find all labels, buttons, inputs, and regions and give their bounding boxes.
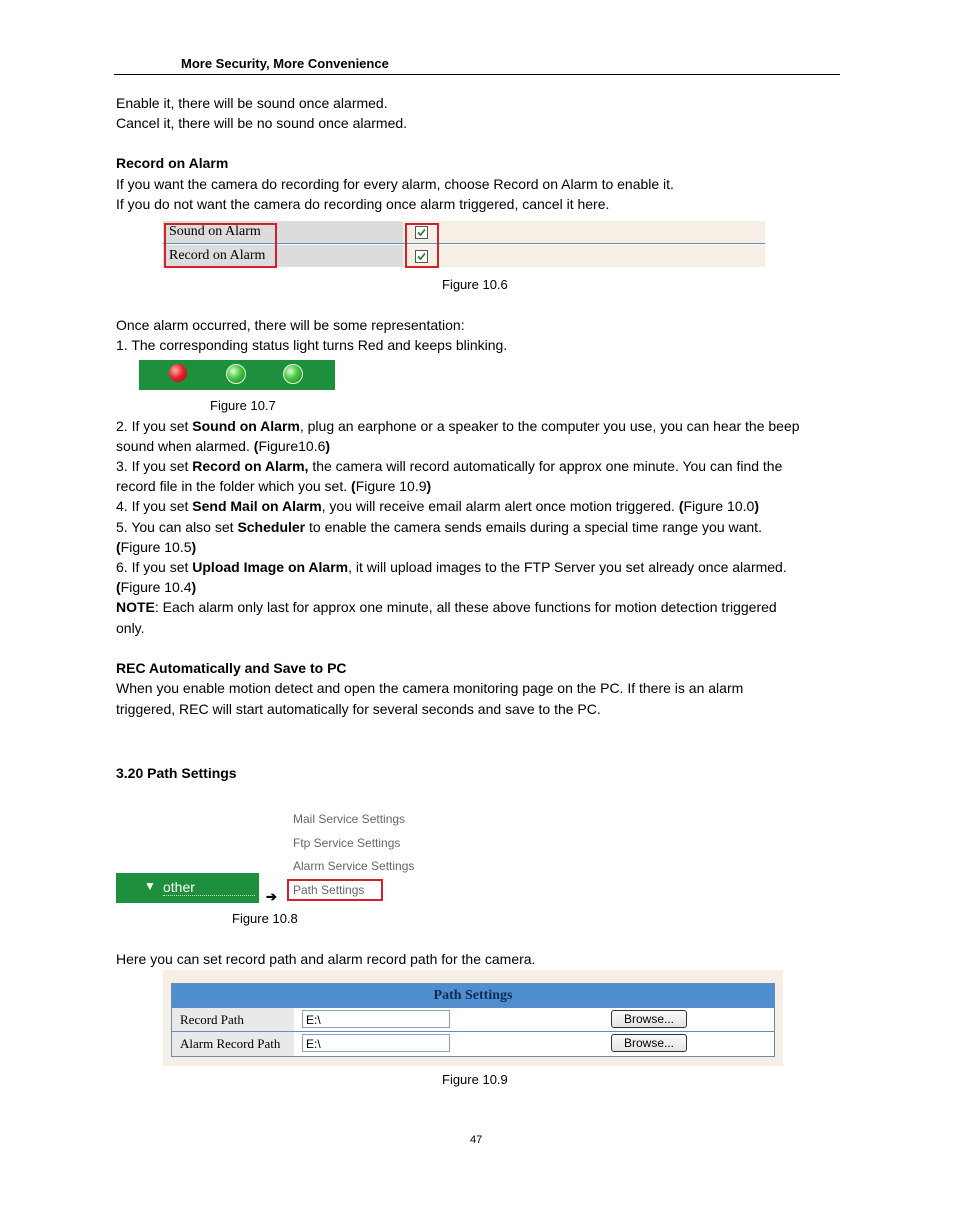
item-6-cont: (Figure 10.4) xyxy=(116,579,197,595)
alarm-record-path-input[interactable]: E:\ xyxy=(302,1034,450,1052)
triangle-down-icon: ▼ xyxy=(144,879,156,893)
record-on-alarm-label: Record on Alarm xyxy=(169,248,266,263)
note-cont: only. xyxy=(116,620,145,636)
other-label: other xyxy=(163,879,255,896)
figure-10-9 xyxy=(163,970,783,1066)
green-status-light-icon xyxy=(226,364,246,384)
figure-10-7-caption: Figure 10.7 xyxy=(210,398,276,413)
record-on-alarm-line-1: If you want the camera do recording for every alarm, choose Record on Alarm to enable it. xyxy=(116,176,674,192)
figure-10-9-caption: Figure 10.9 xyxy=(442,1072,508,1087)
arrow-right-icon: ➔ xyxy=(266,889,277,904)
rec-auto-line-2: triggered, REC will start automatically for several seconds and save to the PC. xyxy=(116,701,601,717)
item-5: 5. You can also set Scheduler to enable the camera sends emails during a special time range you want. xyxy=(116,519,762,535)
item-2-cont: sound when alarmed. (Figure10.6) xyxy=(116,438,331,454)
figure-10-6 xyxy=(163,221,765,267)
section-heading: 3.20 Path Settings xyxy=(116,765,237,781)
item-3-cont: record file in the folder which you set. (Figure 10.9) xyxy=(116,478,432,494)
record-on-alarm-line-2: If you do not want the camera do recording once alarm triggered, cancel it here. xyxy=(116,196,610,212)
path-settings-title: Path Settings xyxy=(433,988,513,1003)
representation-line-1: Once alarm occurred, there will be some representation: xyxy=(116,317,465,333)
red-status-light-icon xyxy=(169,364,187,382)
record-path-input[interactable]: E:\ xyxy=(302,1010,450,1028)
representation-line-2: 1. The corresponding status light turns Red and keeps blinking. xyxy=(116,337,508,353)
path-intro: Here you can set record path and alarm record path for the camera. xyxy=(116,951,536,967)
rec-auto-line-1: When you enable motion detect and open the camera monitoring page on the PC. If there is an alarm xyxy=(116,680,744,696)
alarm-record-path-label: Alarm Record Path xyxy=(180,1036,281,1051)
intro-line-1: Enable it, there will be sound once alarmed. xyxy=(116,95,388,111)
menu-ftp-service-settings[interactable]: Ftp Service Settings xyxy=(293,836,401,850)
record-path-row xyxy=(172,1007,774,1032)
highlight-labels-box xyxy=(164,223,277,268)
item-3: 3. If you set Record on Alarm, the camera will record automatically for approx one minute. You can find the xyxy=(116,458,783,474)
item-2: 2. If you set Sound on Alarm, plug an earphone or a speaker to the computer you use, you can hear the beep xyxy=(116,418,800,434)
menu-path-settings[interactable]: Path Settings xyxy=(293,883,365,897)
figure-10-7-status-bar xyxy=(139,360,335,390)
alarm-record-path-row xyxy=(172,1031,774,1056)
intro-line-2: Cancel it, there will be no sound once alarmed. xyxy=(116,115,408,131)
figure-10-8-caption: Figure 10.8 xyxy=(232,911,298,926)
page-header: More Security, More Convenience xyxy=(181,56,389,71)
item-5-cont: (Figure 10.5) xyxy=(116,539,197,555)
page-number: 47 xyxy=(470,1134,483,1146)
alarm-record-path-browse-button[interactable]: Browse... xyxy=(611,1034,687,1052)
path-settings-table xyxy=(171,983,775,1057)
header-rule xyxy=(114,74,840,75)
menu-mail-service-settings[interactable]: Mail Service Settings xyxy=(293,812,406,826)
menu-alarm-service-settings[interactable]: Alarm Service Settings xyxy=(293,859,415,873)
record-on-alarm-heading: Record on Alarm xyxy=(116,155,229,171)
path-settings-title-bar xyxy=(172,984,774,1008)
record-path-label: Record Path xyxy=(180,1012,244,1027)
sound-on-alarm-label: Sound on Alarm xyxy=(169,224,261,239)
rec-auto-heading: REC Automatically and Save to PC xyxy=(116,660,347,676)
note: NOTE: Each alarm only last for approx one minute, all these above functions for motion detection triggered xyxy=(116,599,777,615)
highlight-checkboxes-box xyxy=(405,223,439,268)
figure-10-6-caption: Figure 10.6 xyxy=(442,277,508,292)
item-4: 4. If you set Send Mail on Alarm, you will receive email alarm alert once motion triggered. (Figure 10.0) xyxy=(116,498,759,514)
record-path-browse-button[interactable]: Browse... xyxy=(611,1010,687,1028)
item-6: 6. If you set Upload Image on Alarm, it will upload images to the FTP Server you set already once alarmed. xyxy=(116,559,787,575)
other-menu-toggle[interactable] xyxy=(116,873,259,903)
green-status-light-icon xyxy=(283,364,303,384)
